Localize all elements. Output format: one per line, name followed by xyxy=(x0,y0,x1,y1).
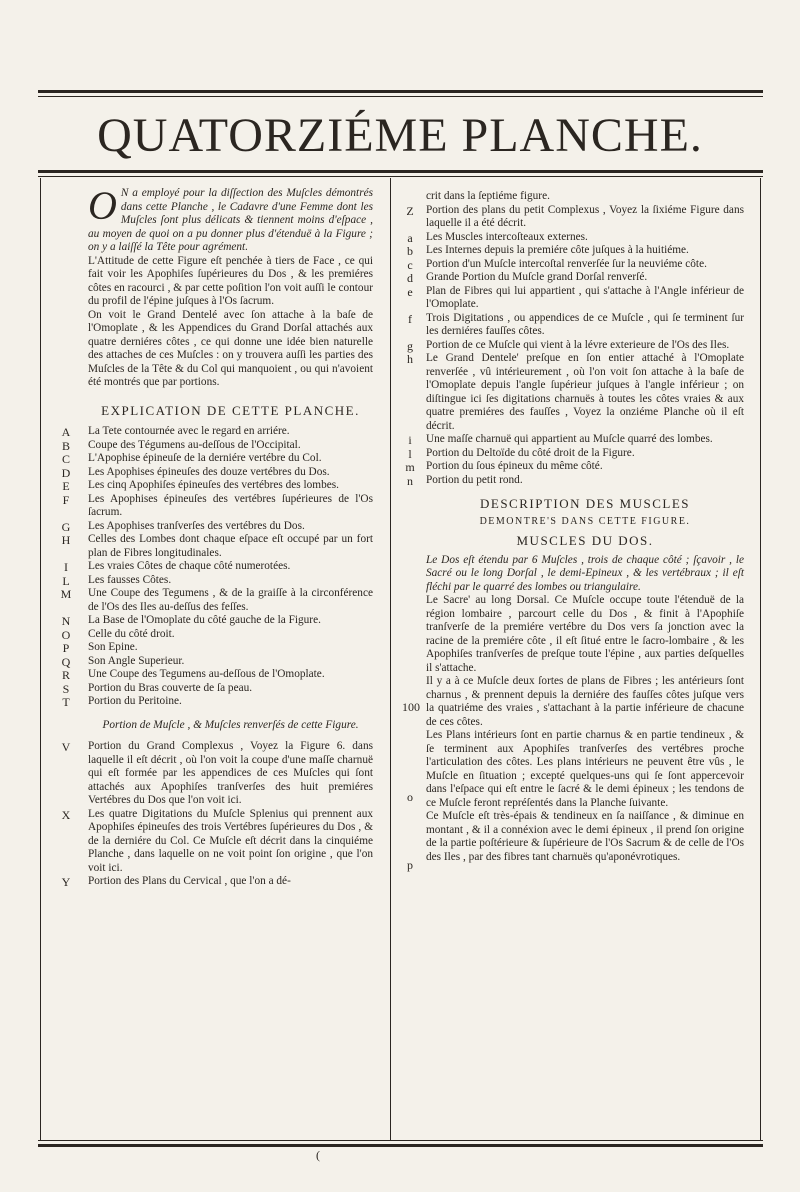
margin-letter: n xyxy=(407,473,413,488)
legend-item: Les quatre Digitations du Muſcle Splenius qui prennent aux Apophiſes épineuſes des trois Vertébres ſupérieures du Dos , & de la derniére du Col. Ce Muſcle eſt décrit dans la cinquiéme Planche , dans laquelle on ne voit point ſon origine , que l'on voit ici. xyxy=(88,807,373,874)
description-heading: DESCRIPTION DES MUSCLES xyxy=(479,496,691,511)
margin-letter: V xyxy=(61,740,71,754)
margin-letter: N xyxy=(61,614,71,628)
right-margin-line xyxy=(760,178,761,1140)
margin-letter: Q xyxy=(61,654,71,669)
legend-item: Les vraies Côtes de chaque côté numerotées. xyxy=(88,560,291,572)
muscles-du-dos-heading: MUSCLES DU DOS. xyxy=(516,533,654,548)
legend-item: Portion du ſous épineux du même côté. xyxy=(426,460,603,472)
legend-item: L'Apophise épineuſe de la derniére vertébre du Col. xyxy=(88,452,322,464)
margin-letter: M xyxy=(60,587,72,601)
legend-item: Portion des plans du petit Complexus , Voyez la ſixiéme Figure dans laquelle il a été décrit. xyxy=(426,203,744,229)
legend-item: Les Apophises tranſverſes des vertébres du Dos. xyxy=(88,519,305,532)
margin-letter: H xyxy=(61,533,71,547)
title-rule-thin xyxy=(38,176,763,177)
margin-letter: A xyxy=(61,425,71,439)
legend-item: Portion de ce Muſcle qui vient à la lévre exterieure de l'Os des Iles. xyxy=(426,338,730,351)
legend-item: Portion du petit rond. xyxy=(426,473,523,486)
legend-item: Trois Digitations , ou appendices de ce Muſcle , qui ſe terminent ſur les derniéres fauſſes côtes. xyxy=(426,311,744,337)
legend-item: Les Apophises épineuſes des vertébres ſupérieures de l'Os ſacrum. xyxy=(88,492,373,518)
fibres-paragraph: Il y a à ce Muſcle deux ſortes de plans de Fibres ; les antérieurs ſont charnus , & prennent depuis la derniére des fauſſes côtes juſque vers la quatriéme des vraies , s'attachant à la partie inférieure de chacune de ces côtes. xyxy=(426,675,744,728)
description-subheading: DEMONTRE'S DANS CETTE FIGURE. xyxy=(479,515,691,527)
margin-letter: G xyxy=(61,519,71,534)
margin-letter: P xyxy=(62,641,70,655)
margin-letter: h xyxy=(407,352,413,366)
legend-item: Son Angle Superieur. xyxy=(88,654,185,667)
margin-letter: S xyxy=(62,681,70,696)
legend-item: Une Coupe des Tegumens au-deſſous de l'Omoplate. xyxy=(88,668,325,680)
margin-letter: e xyxy=(407,284,413,299)
continued-text: crit dans la ſeptiéme figure. xyxy=(426,190,550,202)
dentele-paragraph: On voit le Grand Dentelé avec ſon attache à la baſe de l'Omoplate , & les Appendices du Grand Dorſal attachés aux quatre derniéres côtes , ce qui donne une idée bien naturelle des attaches de ces Muſcles : on y trouvera auſſi les parties des Muſcles de la Tête & du Col qui manquoient , ou qui n'avoient été montrés que par portions. xyxy=(88,308,373,388)
margin-letter: R xyxy=(61,668,70,682)
top-rule-thick xyxy=(38,90,763,93)
margin-letter: Y xyxy=(61,875,71,889)
center-divider xyxy=(390,178,391,1140)
legend-item: Les Apophises épineuſes des douze vertébres du Dos. xyxy=(88,465,330,478)
legend-item: Une maſſe charnuë qui appartient au Muſcle quarré des lombes. xyxy=(426,433,713,445)
margin-letter: O xyxy=(61,627,71,642)
bottom-rule-thick xyxy=(38,1144,763,1147)
margin-label-100: 100 xyxy=(402,700,420,714)
bottom-rule-thin xyxy=(38,1140,763,1141)
last-paragraph: Ce Muſcle eſt très-épais & tendineux en ſa naiſſance , & diminue en montant , & il a connéxion avec le demi épineux , il prend ſon origine de la partie poſtérieure & ſupérieure de l'Os Sacrum & de celle de l'Os des Iles , par des fibres tant charnuës qu'aponévrotiques. xyxy=(426,810,744,863)
attitude-paragraph: L'Attitude de cette Figure eſt penchée à tiers de Face , ce qui fait voir les Apophiſes ſupérieures du Dos , & les premiéres côtes en racourci , & par cette poſition l'on voit auſſi le contour du profil de l'épine juſques à l'Os ſacrum. xyxy=(88,254,373,307)
margin-letter: b xyxy=(407,244,413,258)
legend-item: Les fausses Côtes. xyxy=(88,573,172,586)
page-title: QUATORZIÉME PLANCHE. xyxy=(97,109,703,162)
top-rule-thin xyxy=(38,96,763,97)
left-column xyxy=(88,183,373,889)
margin-letter: m xyxy=(405,460,415,474)
margin-letter: f xyxy=(408,311,412,326)
margin-letter: c xyxy=(407,257,413,272)
intro-paragraph: O N a employé pour la diſſection des Muſcles démontrés dans cette Planche , le Cadavre d'une Femme dont les Muſcles ſont plus délicats & tiennent moins d'eſpace , au moyen de quoi on a pu donner plus d'étenduë à la Figure ; on y a laiſſé la Tête pour agrément. xyxy=(88,183,373,253)
dos-intro: Le Dos eſt étendu par 6 Muſcles , trois de chaque côté ; ſçavoir , le Sacré ou le long Dorſal , le demi-Epineux , & les vertébraux ; il eſt fléchi par le quarré des lombes ou triangulaire. xyxy=(426,553,744,593)
legend-item: Les Internes depuis la premiére côte juſques à la huitiéme. xyxy=(426,244,689,256)
margin-letter: l xyxy=(408,446,412,461)
legend-item: Une Coupe des Tegumens , & de la graiſſe à la circonférence de l'Os des Iles au-deſſus des feſſes. xyxy=(88,587,373,613)
margin-letter: F xyxy=(62,492,70,507)
legend-item: Son Epine. xyxy=(88,641,138,653)
margin-letter: D xyxy=(61,465,71,480)
plans-paragraph: Les Plans intérieurs ſont en partie charnus & en partie tendineux , & ſe terminent aux Apophiſes tranſverſes des vertébres proche l'articulation des côtes. Les plans intérieurs ne peuvent être vûs , le Muſcle en ſituation ; excepté quelques-uns qui ſe ſont appercevoir dans l'eſpace qui eſt entre le ſacré & le demi épineux ; les tendons de ce Muſcle feront repréſentés dans la Planche ſuivante. xyxy=(426,729,744,809)
margin-letter: L xyxy=(62,573,70,588)
margin-letter: E xyxy=(62,479,70,493)
margin-label-p: p xyxy=(407,858,413,872)
margin-letter: Z xyxy=(406,203,414,218)
legend-item: La Tete contournée avec le regard en arriére. xyxy=(88,425,290,437)
margin-letter: I xyxy=(64,560,68,574)
explication-heading: EXPLICATION DE CETTE PLANCHE. xyxy=(101,402,360,418)
legend-item: Portion du Deltoïde du côté droit de la Figure. xyxy=(426,446,635,459)
legend-item: Celles des Lombes dont chaque eſpace eſt occupé par un fort plan de Fibres longitudinales. xyxy=(88,533,373,559)
legend-item: Celle du côté droit. xyxy=(88,627,175,640)
legend-item: La Base de l'Omoplate du côté gauche de la Figure. xyxy=(88,614,321,626)
margin-letter: C xyxy=(61,452,70,466)
legend-item: Les Muscles intercoſteaux externes. xyxy=(426,230,588,243)
margin-letter: B xyxy=(61,438,70,453)
right-column xyxy=(426,190,744,864)
legend-item: Les cinq Apophiſes épineuſes des vertébres des lombes. xyxy=(88,479,339,491)
margin-letter: d xyxy=(407,271,413,285)
margin-letter: a xyxy=(407,230,413,245)
legend-item: Portion du Bras couverte de ſa peau. xyxy=(88,681,253,694)
margin-label-o: o xyxy=(407,790,413,804)
legend-item: Plan de Fibres qui lui appartient , qui s'attache à l'Angle inférieur de l'Omoplate. xyxy=(426,284,744,310)
left-margin-line xyxy=(40,178,41,1140)
legend-item: Portion des Plans du Cervical , que l'on a dé- xyxy=(88,875,291,887)
legend-item: Portion du Peritoine. xyxy=(88,695,182,707)
margin-letter: i xyxy=(408,433,412,447)
legend-item: Portion du Grand Complexus , Voyez la Figure 6. dans laquelle il eſt décrit , où l'on voit la coupe d'une maſſe charnuë qui eſt formée par les appendices de ces Muſcles qui ſont attachés aux Apophiſes tranſverſes des huit premiéres Vertébres du Dos que l'on voit ici. xyxy=(88,740,373,806)
sacre-paragraph: Le Sacre' au long Dorsal. Ce Muſcle occupe toute l'étenduë de la région lombaire , parcourt celle du Dos , & finit à l'Apophiſe tranſverſe de la premiére vertébre du Dos vers ſa jonction avec la racine de la premiére côte , il eſt ſitué entre le ſacro-lombaire , & les Apophiſes tranſverſes de preſque toute l'épine , aux parties deſquelles il s'attache. xyxy=(426,594,744,674)
title-rule-thick xyxy=(38,170,763,173)
legend-item: Le Grand Dentele' preſque en ſon entier attaché à l'Omoplate renverſée , vû intérieurement , où l'on voit ſon attache à la baſe de l'Omoplate depuis l'angle ſupérieur juſques à l'angle inférieur ; on diſtingue ici ſes digitations charnuës à toutes les côtes vraies & aux quatre premiéres des fauſſes , Voyez la onziéme Planche où il eſt décrit. xyxy=(426,352,744,432)
page-number: ( xyxy=(316,1148,320,1162)
subheading: Portion de Muſcle , & Muſcles renverſés de cette Figure. xyxy=(102,718,359,731)
margin-letter: X xyxy=(61,807,71,822)
legend-item: Grande Portion du Muſcle grand Dorſal renverſé. xyxy=(426,271,648,283)
margin-letter: g xyxy=(407,338,413,353)
legend-item: Portion d'un Muſcle intercoſtal renverſée ſur la neuviéme côte. xyxy=(426,257,707,270)
drop-cap: O xyxy=(88,183,117,228)
legend-item: Coupe des Tégumens au-deſſous de l'Occipital. xyxy=(88,438,301,451)
margin-letter: T xyxy=(62,695,70,709)
